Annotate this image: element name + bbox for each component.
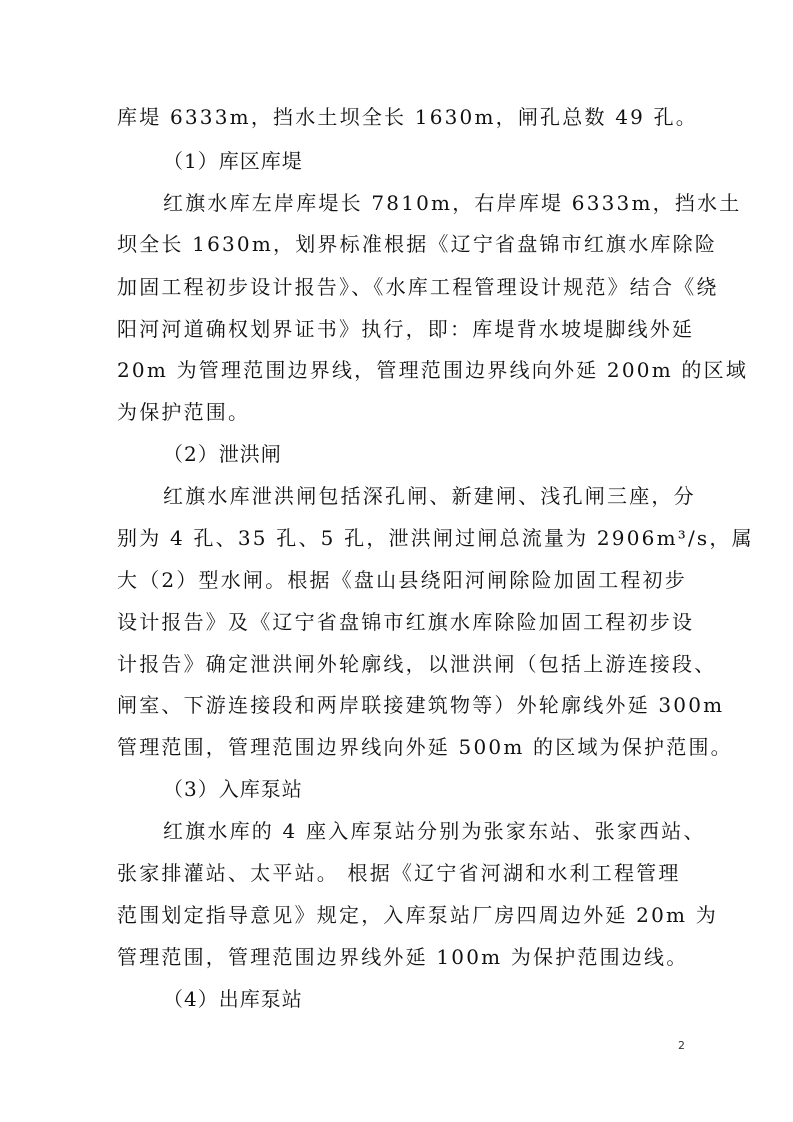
text-line: 计报告》确定泄洪闸外轮廓线，以泄洪闸（包括上游连接段、 <box>117 652 717 676</box>
text-line: 管理范围，管理范围边界线向外延 500m 的区域为保护范围。 <box>117 735 733 759</box>
section-heading: （1）库区库堤 <box>163 149 303 173</box>
text-line: 库堤 6333m，挡水土坝全长 1630m，闸孔总数 49 孔。 <box>117 105 699 129</box>
text-line: 大（2）型水闸。根据《盘山县绕阳河闸除险加固工程初步 <box>117 568 687 592</box>
text-line: 红旗水库泄洪闸包括深孔闸、新建闸、浅孔闸三座，分 <box>163 484 696 508</box>
text-line: 红旗水库的 4 座入库泵站分别为张家东站、张家西站、 <box>163 819 706 843</box>
text-line: 别为 4 孔、35 孔、5 孔，泄洪闸过闸总流量为 2906m³/s，属 <box>117 526 754 550</box>
section-heading: （4）出库泵站 <box>163 987 303 1011</box>
text-line: 坝全长 1630m，划界标准根据《辽宁省盘锦市红旗水库除险 <box>117 232 718 256</box>
text-line: 闸室、下游连接段和两岸联接建筑物等）外轮廓线外延 300m <box>117 693 725 717</box>
text-line: 张家排灌站、太平站。 根据《辽宁省河湖和水利工程管理 <box>117 861 681 885</box>
section-heading: （3）入库泵站 <box>163 777 303 801</box>
text-line: 阳河河道确权划界证书》执行，即：库堤背水坡堤脚线外延 <box>117 317 695 341</box>
text-line: 为保护范围。 <box>117 400 251 424</box>
text-line: 管理范围，管理范围边界线外延 100m 为保护范围边线。 <box>117 945 689 969</box>
section-heading: （2）泄洪闸 <box>163 442 282 466</box>
text-line: 范围划定指导意见》规定，入库泵站厂房四周边外延 20m 为 <box>117 903 718 927</box>
text-line: 加固工程初步设计报告》、《水库工程管理设计规范》结合《绕 <box>117 275 719 299</box>
text-line: 20m 为管理范围边界线，管理范围边界线向外延 200m 的区域 <box>117 358 749 382</box>
page-number: 2 <box>678 1039 685 1052</box>
text-line: 设计报告》及《辽宁省盘锦市红旗水库除险加固工程初步设 <box>117 610 695 634</box>
text-line: 红旗水库左岸库堤长 7810m，右岸库堤 6333m，挡水土 <box>163 191 742 215</box>
